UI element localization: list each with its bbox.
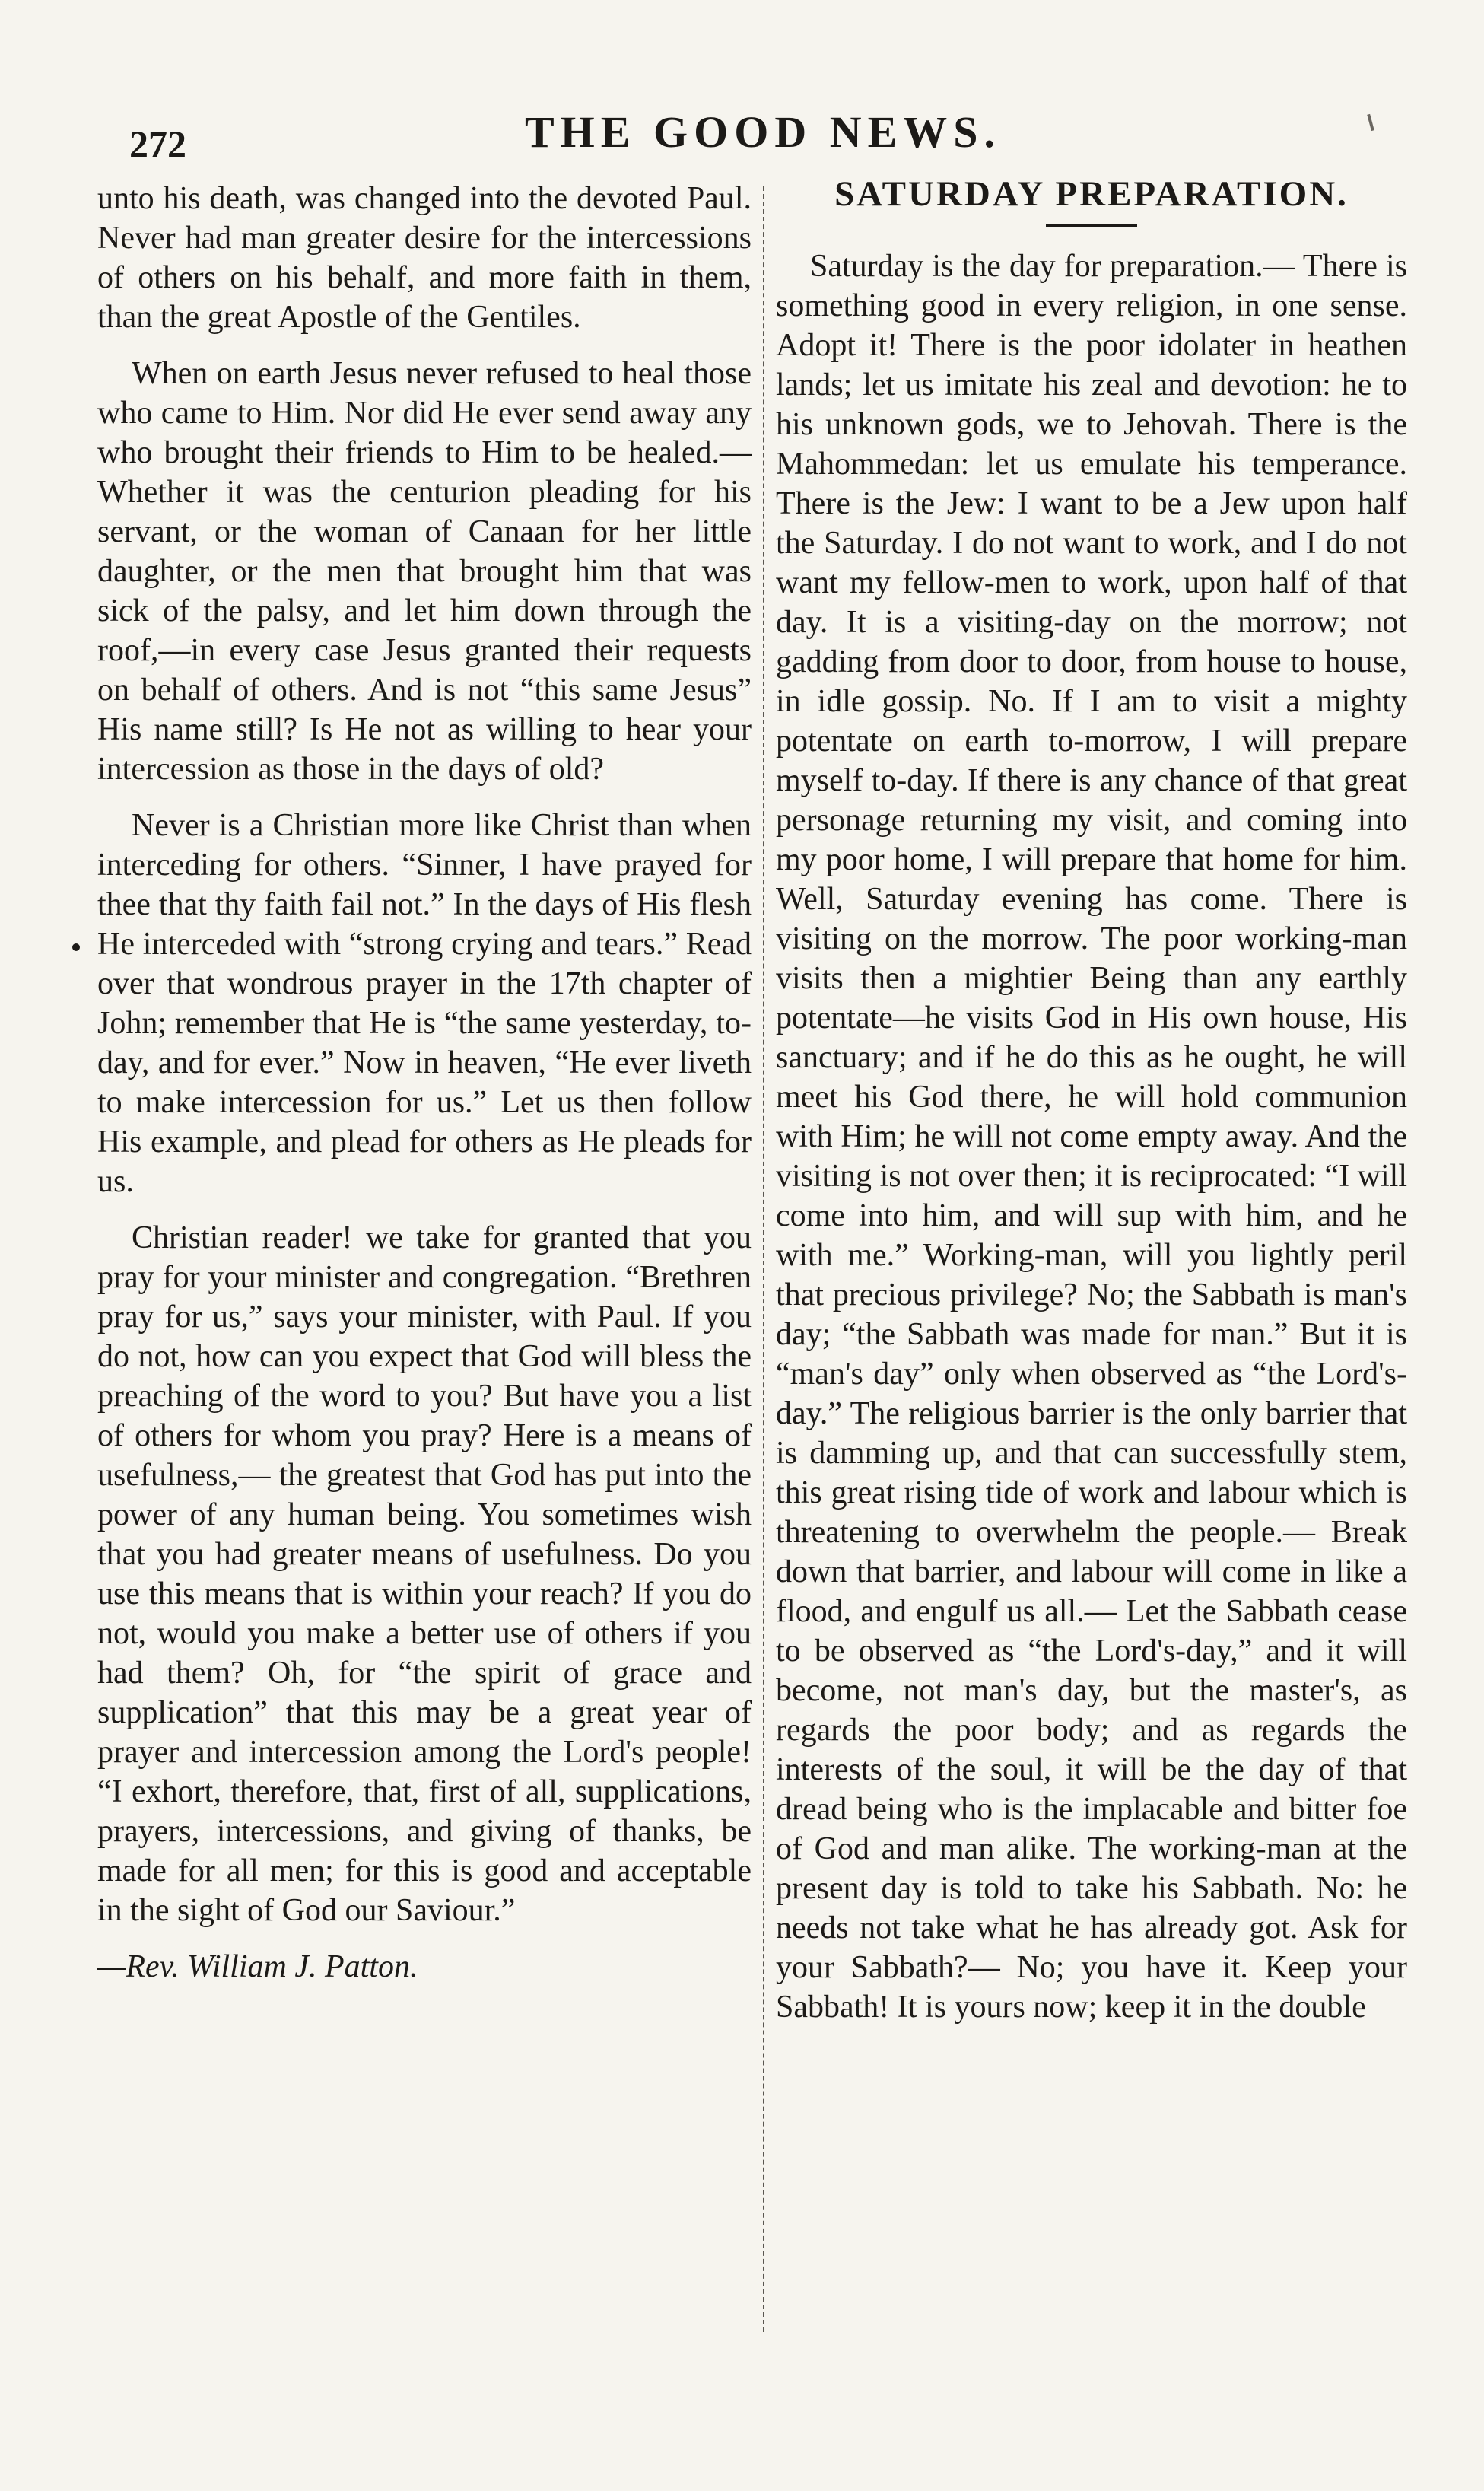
- right-column: [776, 171, 1407, 2044]
- left-paragraph-4: Christian reader! we take for granted that you pray for your minister and congregation. “Brethren pray for us,” says your minister, with Paul. If you do not, how can you expect that God will bless the preaching of the word to you? But have you a list of others for whom you pray? Here is a means of usefulness,— the greatest that God has put into the power of any human being. You sometimes wish that you had greater means of usefulness. Do you use this means that is within your reach? If you do not, would you make a better use of others if you had them? Oh, for “the spirit of grace and supplication” that this may be a great year of prayer and intercession among the Lord's people! “I exhort, therefore, that, first of all, supplications, prayers, intercessions, and giving of thanks, be made for all men; for this is good and acceptable in the sight of God our Saviour.”: [97, 1220, 752, 1928]
- left-paragraph-2: When on earth Jesus never refused to heal those who came to Him. Nor did He ever send away any who brought their friends to Him to be healed.— Whether it was the centurion pleading for his servant, or the woman of Canaan for her little daughter, or the men that brought him that was sick of the palsy, and let him down through the roof,—in every case Jesus granted their requests on behalf of others. And is not “this same Jesus” His name still? Is He not as willing to hear your intercession as those in the days of old?: [97, 356, 752, 787]
- left-column: [97, 179, 752, 2003]
- page-header: [129, 107, 1377, 175]
- page-number: 272: [129, 122, 186, 165]
- right-paragraph-1: Saturday is the day for preparation.— There is something good in every religion, in one sense. Adopt it! There is the poor idolater in heathen lands; let us imitate his zeal and devotion: he to his unknown gods, we to Jehovah. There is the Mahommedan: let us emulate his temperance. There is the Jew: I want to be a Jew upon half the Saturday. I do not want to work, and I do not want my fellow-men to work, upon half of that day. It is a visiting-day on the morrow; not gadding from door to door, from house to house, in idle gossip. No. If I am to visit a mighty potentate on earth to-morrow, I will prepare myself to-day. If there is any chance of that great personage returning my visit, and coming into my poor home, I will prepare that home for him. Well, Saturday evening has come. There is visiting on the morrow. The poor working-man visits then a mightier Being than any earthly potentate—he visits God in His own house, His sanctuary; and if he do this as he ought, he will meet his God there, he will hold communion with Him; he will not come empty away. And the visiting is not over then; it is reciprocated: “I will come into him, and will sup with him, and he with me.” Working-man, will you lightly peril that precious privilege? No; the Sabbath is man's day; “the Sabbath was made for man.” But it is “man's day” only when observed as “the Lord's-day.” The religious barrier is the only barrier that is damming up, and that can successfully stem, this great rising tide of work and labour which is threatening to overwhelm the people.— Break down that barrier, and labour will come in like a flood, and engulf us all.— Let the Sabbath cease to be observed as “the Lord's-day,” and it will become, not man's day, but the master's, as regards the poor body; and as regards the interests of the soul, it will be the day of that dread being who is the implacable and bitter foe of God and man alike. The working-man at the present day is told to take his Sabbath. No: he needs not take what he has already got. Ask for your Sabbath?— No; you have it. Keep your Sabbath! It is yours now; keep it in the double: [776, 249, 1407, 2025]
- author-signature: —Rev. William J. Patton.: [97, 1949, 418, 1984]
- article-title: SATURDAY PREPARATION.: [834, 174, 1349, 214]
- title-rule: [1046, 224, 1137, 227]
- running-head: THE GOOD NEWS.: [525, 107, 1002, 157]
- left-paragraph-1: unto his death, was changed into the devoted Paul. Never had man greater desire for the intercessions of others on his behalf, and more faith in them, than the great Apostle of the Gentiles.: [97, 181, 752, 335]
- left-paragraph-3: Never is a Christian more like Christ than when interceding for others. “Sinner, I have prayed for thee that thy faith fail not.” In the days of His flesh He interceded with “strong crying and tears.” Read over that wondrous prayer in the 17th chapter of John; remember that He is “the same yesterday, to-day, and for ever.” Now in heaven, “He ever liveth to make intercession for us.” Let us then follow His example, and plead for others as He pleads for us.: [97, 808, 752, 1199]
- margin-dot: [72, 943, 80, 951]
- column-divider: [763, 186, 764, 2332]
